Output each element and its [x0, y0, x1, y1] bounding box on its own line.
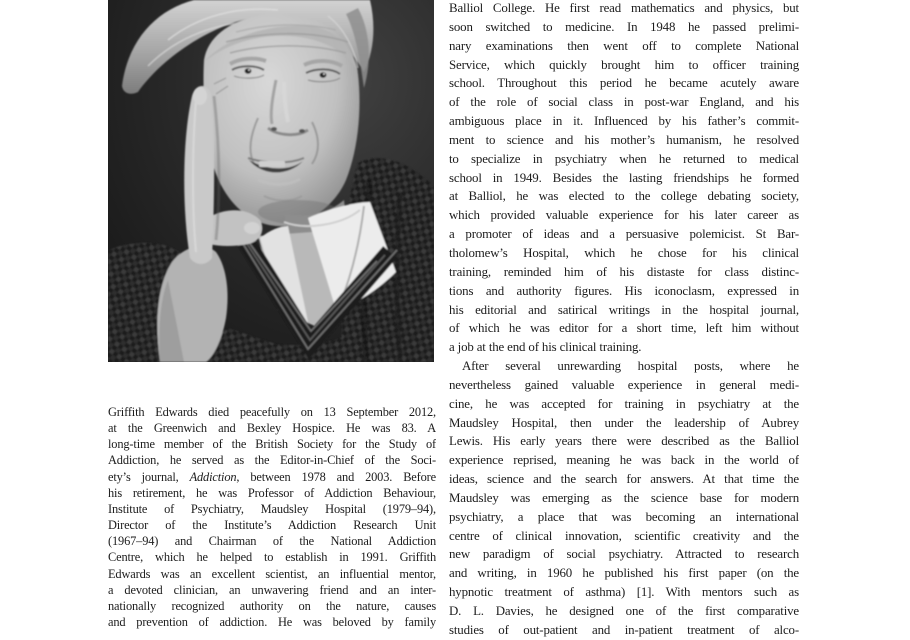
text-line: experience reprised, meaning he was back in the world of	[449, 453, 799, 468]
text-line: tholomew’s Hospital, which he chose for his clinical	[449, 245, 799, 260]
text-line: Service, which quickly brought him to officer training	[449, 57, 799, 72]
text-segment: , between 1978 and 2003. Before	[236, 469, 436, 484]
text-line: Edwards was an excellent scientist, an influential mentor,	[108, 566, 436, 581]
text-line: school in 1949. Besides the lasting friendships he formed	[449, 170, 799, 185]
text-line: studies of out-patient and in-patient treatment of alco-	[449, 622, 799, 637]
text-line: tions and authority figures. His iconoclasm, expressed in	[449, 283, 799, 298]
text-line: his editorial and satirical writings in the hospital journal,	[449, 302, 799, 317]
text-line: ambiguous place in it. Influenced by his father’s commit-	[449, 114, 799, 129]
text-line: to specialize in psychiatry when he returned to medical	[449, 151, 799, 166]
text-line: Addiction, he served as the Editor-in-Chief of the Soci-	[108, 453, 436, 468]
text-line: After several unrewarding hospital posts, where he	[462, 359, 799, 374]
text-line: centre of clinical innovation, scientific creativity and the	[449, 528, 799, 543]
text-line: Centre, which he helped to establish in 1991. Griffith	[108, 550, 436, 565]
left-column-text	[108, 404, 436, 630]
text-line: training, reminded him of his distaste for class distinc-	[449, 264, 799, 279]
text-line: ment to science and his mother’s humanism, he resolved	[449, 132, 799, 147]
text-line: D. L. Davies, he designed one of the first comparative	[449, 604, 799, 618]
text-line: soon switched to medicine. In 1948 he passed prelimi-	[449, 19, 799, 34]
text-line: Maudsley Hospital, then under the leadership of Aubrey	[449, 415, 799, 430]
text-line: Maudsley was emerging as the science base for modern	[449, 490, 799, 505]
text-segment: ety’s journal,	[108, 469, 190, 484]
portrait-photo-illustration	[108, 0, 434, 362]
text-line: a devoted clinician, an unwavering friend and an inter-	[108, 582, 436, 597]
text-line: a promoter of ideas and a persuasive polemicist. St Bar-	[449, 227, 799, 242]
text-line: psychiatry, a place that was becoming an international	[449, 509, 799, 524]
text-line: school. Throughout this period he became acutely aware	[449, 76, 799, 91]
text-line: nary examinations then went off to complete National	[449, 38, 799, 53]
text-line: of which he was editor for a short time, left him without	[449, 321, 799, 336]
text-line: and writing, in 1960 he published his first paper (on the	[449, 566, 799, 581]
text-line: cine, he was accepted for training in psychiatry at the	[449, 396, 799, 411]
text-line: nationally recognized authority on the nature, causes	[108, 598, 436, 613]
text-line: (1967–94) and Chairman of the National Addiction	[108, 534, 436, 549]
text-line: hypnotic treatment of asthma) [1]. With mentors such as	[449, 585, 799, 600]
text-line: and prevention of addiction. He was beloved by family	[108, 615, 436, 630]
text-line: Griffith Edwards died peacefully on 13 September 2012,	[108, 405, 436, 419]
text-line: his retirement, he was Professor of Addiction Behaviour,	[108, 485, 436, 500]
text-line: a job at the end of his clinical training.	[449, 340, 642, 355]
text-line: Institute of Psychiatry, Maudsley Hospital (1979–94),	[108, 501, 436, 516]
text-line: nevertheless gained valuable experience in general medi-	[449, 377, 799, 392]
text-line: of the role of social class in post-war England, and his	[449, 95, 799, 110]
text-line: Balliol College. He first read mathematics and physics, but	[449, 1, 799, 15]
text-line: long-time member of the British Society for the Study of	[108, 437, 436, 452]
text-line: at the Greenwich and Bexley Hospice. He was 83. A	[108, 421, 436, 436]
text-line: Lewis. His early years there were described as the Balliol	[449, 434, 799, 449]
text-line: new paradigm of social psychiatry. Attracted to research	[449, 547, 799, 562]
text-line: at Balliol, he was elected to the college debating society,	[449, 189, 799, 204]
text-line: Director of the Institute’s Addiction Research Unit	[108, 518, 436, 533]
journal-title-italic: Addiction	[189, 469, 237, 484]
text-line: ideas, science and the search for answers. At that time the	[449, 472, 799, 487]
right-column-text	[449, 0, 799, 640]
text-line	[108, 469, 436, 485]
portrait-photo	[108, 0, 434, 362]
text-line: which provided valuable experience for his later career as	[449, 208, 799, 223]
